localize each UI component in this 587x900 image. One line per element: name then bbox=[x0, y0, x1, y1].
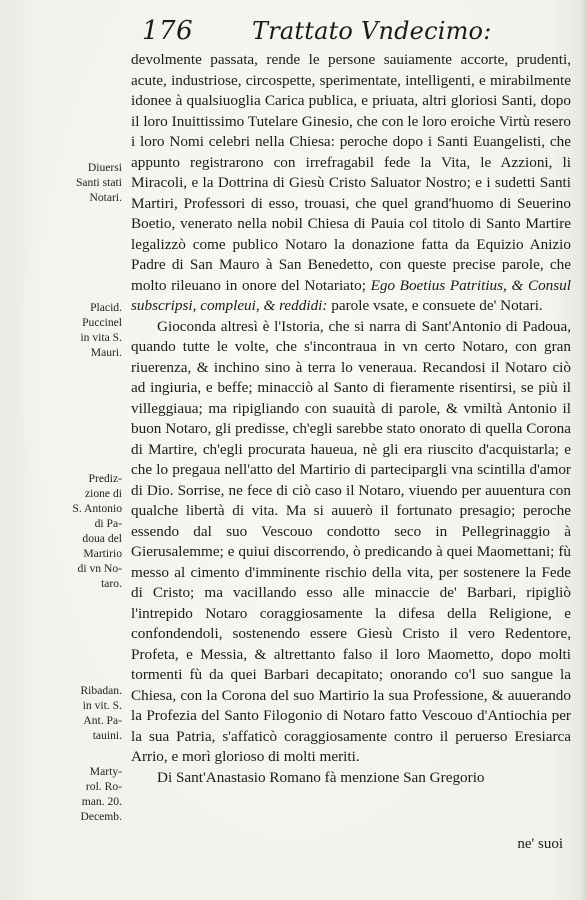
margin-note-line: Ribadan. bbox=[80, 684, 122, 697]
margin-note-line: Santi stati bbox=[75, 176, 122, 189]
margin-note-line: in vita S. bbox=[80, 331, 122, 344]
margin-note-line: Mauri. bbox=[90, 346, 122, 359]
margin-note-ribadan bbox=[56, 683, 122, 743]
page-number: 176 bbox=[142, 16, 194, 46]
paragraph-text: devolmente passata, rende le persone sauiamente accorte, prudenti, acute, industriose, circospette, sperimentate, intelligenti, e mirabilmente idonee à qualsiuoglia Carica publica, e priuata, altri gloriosi Santi, dopo il loro Inuittissimo Tutelare Ginesio, che con le loro eroiche Virtù resero i loro Nomi celebri nella Chiesa: peroche dopo i Santi Euangelisti, che appunto registrarono con irrefragabil fede la Vita, le Azzioni, li Miracoli, e la Dottrina di Giesù Cristo Saluator Nostro; e i sudetti Santi Martiri, Professori di esso, trouasi, che quel grand'huomo di Seuerino Boetio, venerato nella nobil Chiesa di Pauia col titolo di Santo Martire legalizzò come publico Notaro la donazione fatta da Equizio Anizio Padre di San Mauro à San Benedetto, con queste precise parole, che molto rileuano in onore del Notariato; bbox=[131, 51, 571, 294]
margin-note-line: doua del bbox=[82, 532, 122, 545]
page-edge-shadow bbox=[581, 0, 587, 900]
catchword: ne' suoi bbox=[517, 836, 563, 852]
margin-note-line: Placid. bbox=[90, 301, 122, 314]
margin-note-line: Puccinel bbox=[82, 316, 122, 329]
body-text bbox=[131, 50, 571, 788]
paragraph-anastasio: Di Sant'Anastasio Romano fà menzione San Gregorio bbox=[157, 768, 485, 786]
paragraph-antonio: Gioconda altresì è l'Istoria, che si narra di Sant'Antonio di Padoua, quando tutte le volte, che s'incontraua in vn certo Notaro, con gran riuerenza, & inchino sino à terra lo veneraua. Recandosi il Notaro ciò ad ingiuria, e beffe; minacciò al Santo di fieramente risentirsi, se più il villeggiaua; ma ripigliando con suauità di parole, & vmiltà Antonio il buon Notaro, gli predisse, ch'egli sarebbe stato onorato di quella Corona di Martire, ch'egli procurata haueua, nè gli era riuscito d'acquistarla; e che lo pregaua nell'atto del Martirio di partecipargli vna scintilla d'amor di Dio. Sorrise, ne fece di ciò caso il Notaro, viuendo per auuentura con qualche libertà di vita. Ma si auuerò il fortunato presagio; peroche essendo dal suo Vescouo condotto seco in Pellegrinaggio à Gierusalemme; e quiui discorrendo, ò predicando à quei Maomettani; fù messo al cimento d'imminente rischio della vita, per sostenere la Fede di Cristo; ma vacillando esso alle minaccie de' Barbari, ripigliò l'intrepido Notaro coraggiosamente la difesa della Religione, e confondendoli, sostenendo essere Giesù Cristo il vero Redentore, Profeta, e Messia, & altrettanto falso il loro Maometto, dopo molti tormenti fù da quei Barbari decapitato; onorando co'l suo sangue la Chiesa, con la Corona del suo Martirio la sua Professione, & auuerando la Profezia del Santo Filogonio di Notaro fatto Vescouo d'Antiochia per la sua Patria, s'affaticò coraggiosamente contro il peruerso Eresiarca Arrio, e morì glorioso di molti meriti. bbox=[131, 317, 571, 765]
margin-note-line: taro. bbox=[101, 577, 122, 590]
margin-note-line: rol. Ro- bbox=[85, 780, 122, 793]
margin-note-line: tauini. bbox=[92, 729, 122, 742]
margin-note-line: Diuersi bbox=[87, 161, 122, 174]
margin-note-line: in vit. S. bbox=[82, 699, 122, 712]
latin-quotation: Ego Boetius Patritius, & Consul subscripsi, compleui, & reddidi: bbox=[131, 276, 571, 314]
page-header bbox=[142, 16, 562, 50]
margin-note-line: zione di bbox=[84, 487, 122, 500]
margin-note-line: S. Antonio bbox=[72, 502, 122, 515]
running-title: Trattato Vndecimo: bbox=[252, 17, 492, 45]
margin-note-line: Decemb. bbox=[80, 810, 122, 823]
margin-note-line: di vn No- bbox=[77, 562, 122, 575]
margin-note-line: Marty- bbox=[89, 765, 122, 778]
margin-note-placido bbox=[56, 300, 122, 360]
paragraph-text: parole vsate, e consuete de' Notari. bbox=[327, 297, 543, 314]
margin-note-line: Notari. bbox=[89, 191, 122, 204]
margin-note-predizione bbox=[56, 471, 122, 591]
margin-note-santi-notari bbox=[56, 160, 122, 205]
margin-note-martyrol bbox=[56, 764, 122, 824]
margin-note-line: Ant. Pa- bbox=[83, 714, 122, 727]
margin-note-line: di Pa- bbox=[94, 517, 122, 530]
margin-note-line: man. 20. bbox=[81, 795, 122, 808]
paragraph-first bbox=[131, 50, 571, 317]
margin-note-line: Prediz- bbox=[88, 472, 122, 485]
margin-note-line: Martirio bbox=[83, 547, 122, 560]
